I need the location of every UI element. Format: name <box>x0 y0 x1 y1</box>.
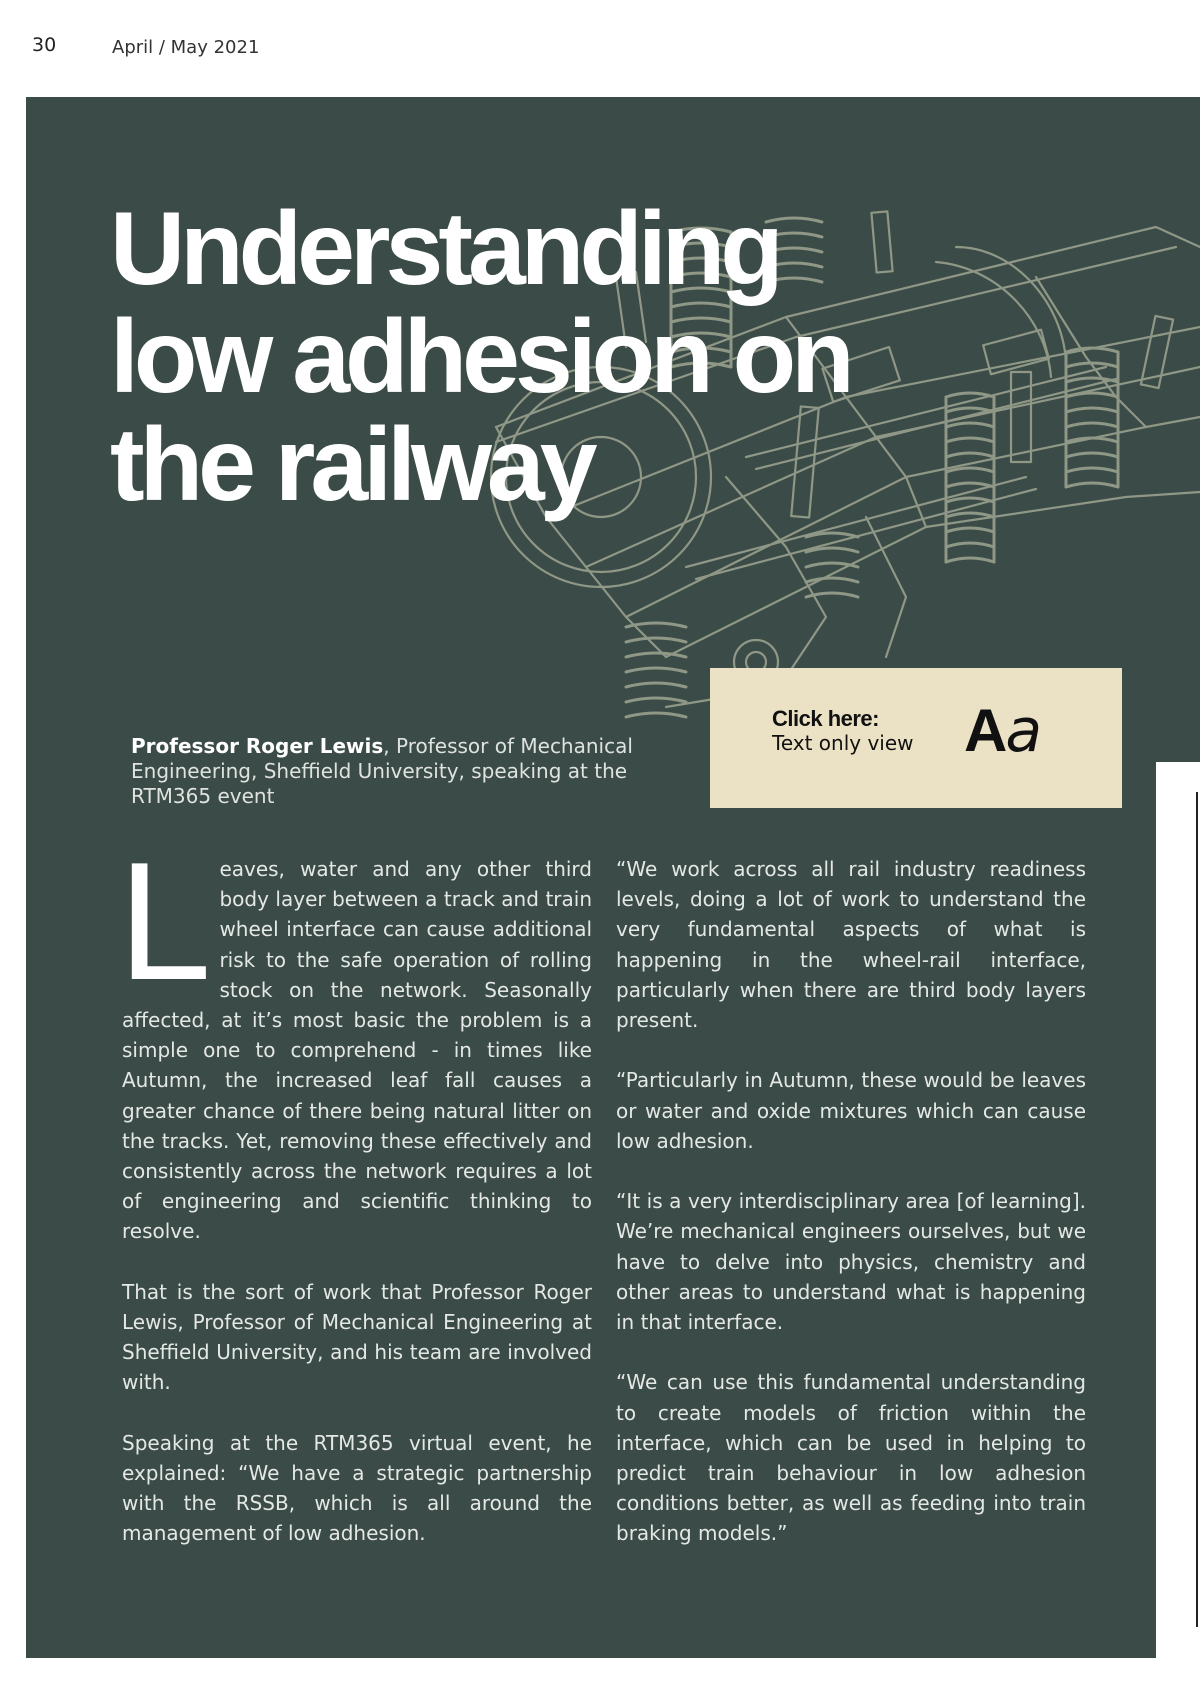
article-column-right <box>616 854 1086 1579</box>
issue-date: April / May 2021 <box>112 37 260 58</box>
page-number: 30 <box>32 34 57 56</box>
paragraph: That is the sort of work that Professor Roger Lewis, Professor of Mechanical Engineering at Sheffield University, and his team are involved with. <box>122 1279 592 1395</box>
glyph-upper: A <box>964 697 1006 764</box>
byline-name: Professor Roger Lewis <box>131 734 384 758</box>
article-panel <box>26 97 1200 1658</box>
page-edge-line <box>1196 792 1198 1627</box>
headline-line: low adhesion on <box>110 299 850 415</box>
article-column-left <box>118 827 592 1579</box>
headline-line: the railway <box>110 407 593 523</box>
paragraph: Speaking at the RTM365 virtual event, he explained: “We have a strategic partnership with the RSSB, which is all around the management of low adhesion. <box>122 1430 592 1546</box>
text-only-view-button[interactable] <box>710 668 1122 808</box>
cta-title: Click here: <box>772 706 879 731</box>
page-edge-notch <box>1156 762 1200 1696</box>
drop-cap: L <box>118 827 212 1015</box>
paragraph: “It is a very interdisciplinary area [of learning]. We’re mechanical engineers ourselves, but we have to delve into physics, chemistry and other areas to understand what is happening in that interface. <box>616 1189 1086 1335</box>
page-header <box>32 34 632 64</box>
cta-subtitle: Text only view <box>772 731 914 755</box>
paragraph: “We can use this fundamental understanding to create models of friction within the interface, which can be used in helping to predict train behaviour in low adhesion conditions better, as well as feeding into train braking models.” <box>616 1370 1086 1546</box>
glyph-lower: a <box>1005 696 1043 766</box>
paragraph: “Particularly in Autumn, these would be leaves or water and oxide mixtures which can cause low adhesion. <box>616 1068 1086 1153</box>
byline-description: , Professor of Mechanical Engineering, Sheffield University, speaking at the RTM365 event <box>131 734 633 808</box>
font-glyph-icon <box>964 696 1042 766</box>
article-headline <box>110 191 1010 523</box>
paragraph: “We work across all rail industry readiness levels, doing a lot of work to understand the very fundamental aspects of what is happening in the wheel-rail interface, particularly when there are third body layers present. <box>616 857 1086 1033</box>
paragraph <box>118 827 592 1247</box>
paragraph-text: eaves, water and any other third body layer between a track and train wheel interface can cause additional risk to the safe operation of rolling stock on the network. Seasonally affected, at it’s most basic the problem is a simple one to comprehend - in times like Autumn, the increased leaf fall causes a greater chance of there being natural litter on the tracks. Yet, removing these effectively and consistently across the network requires a lot of engineering and scientific thinking to resolve. <box>122 857 592 1244</box>
headline-line: Understanding <box>110 191 779 307</box>
byline <box>131 734 651 809</box>
